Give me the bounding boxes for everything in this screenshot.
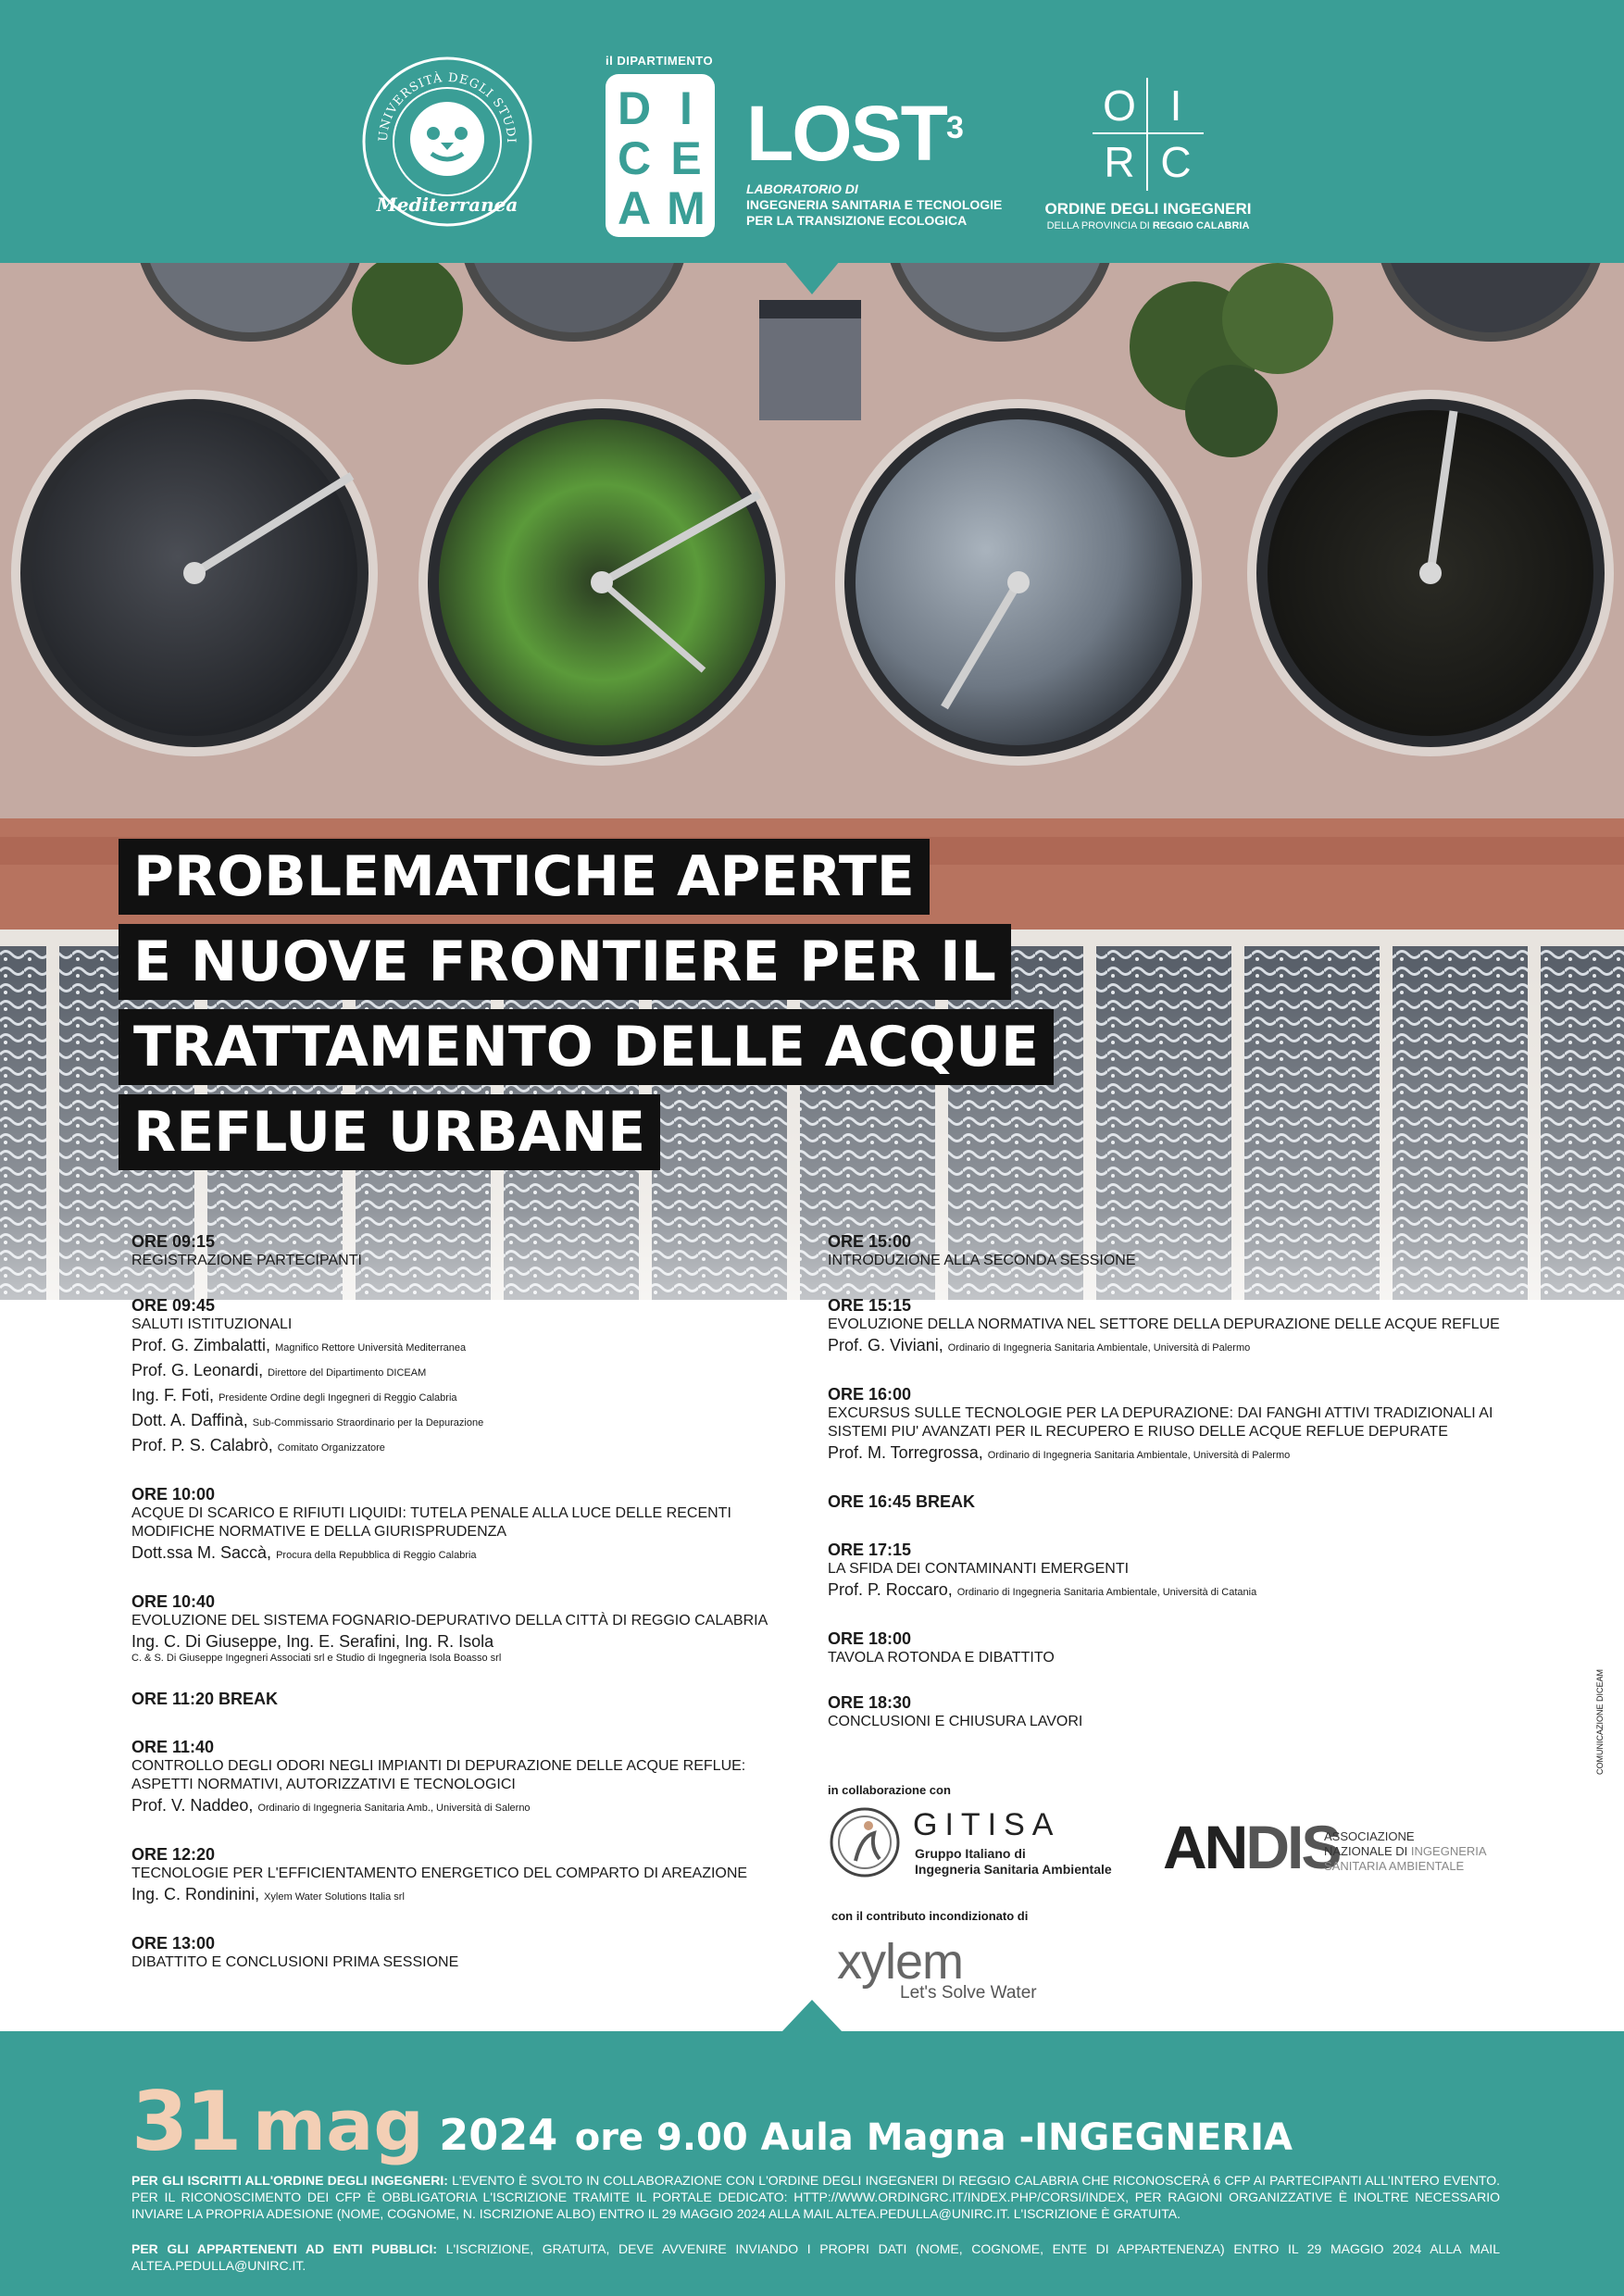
program-afternoon-session (828, 1231, 1513, 1756)
title-line: REFLUE URBANE (119, 1094, 660, 1170)
event-time-place-b: INGEGNERIA (1034, 2116, 1293, 2159)
diceam-letter: E (670, 132, 702, 184)
speaker-name: Ing. C. Rondinini, (131, 1885, 260, 1903)
slot-title: CONCLUSIONI E CHIUSURA LAVORI (828, 1714, 1083, 1729)
speaker-name: Prof. G. Leonardi, (131, 1361, 264, 1379)
lost3-line-2: INGEGNERIA SANITARIA E TECNOLOGIE (746, 197, 1003, 212)
oirc-sub-b: REGGIO CALABRIA (1152, 220, 1250, 231)
speaker-name: Dott. A. Daffinà, (131, 1411, 248, 1429)
lost3-superscript: 3 (946, 110, 962, 145)
speaker (828, 1334, 1513, 1359)
speaker-role: Procura della Repubblica di Reggio Calabria (276, 1550, 477, 1561)
andis-line-2b: INGEGNERIA (1410, 1844, 1487, 1858)
diceam-pre-label: il DIPARTIMENTO (606, 54, 714, 68)
vertical-credit (1593, 1666, 1605, 1778)
slot-time: ORE 15:15 (828, 1296, 912, 1315)
speaker-name: Ing. C. Di Giuseppe, Ing. E. Serafini, Ing. R. Isola (131, 1632, 494, 1651)
slot-title: REGISTRAZIONE PARTECIPANTI (131, 1253, 362, 1268)
speaker (828, 1441, 1513, 1466)
program-slot (131, 1844, 780, 1908)
program-slot (131, 1737, 780, 1819)
gitisa-logo (828, 1805, 1124, 1879)
speaker-role: Comitato Organizzatore (277, 1442, 385, 1454)
speaker-role: Xylem Water Solutions Italia srl (264, 1891, 405, 1903)
program-slot (131, 1591, 780, 1664)
lost3-logo (746, 90, 1024, 233)
andis-line-1: ASSOCIAZIONE (1324, 1829, 1415, 1843)
program-slot (131, 1295, 780, 1459)
footer-notch (781, 2000, 843, 2032)
speaker-name: Prof. M. Torregrossa, (828, 1443, 983, 1462)
xylem-logo (837, 1935, 1078, 2009)
title-line: TRATTAMENTO DELLE ACQUE (119, 1009, 1054, 1085)
university-seal-icon (359, 54, 535, 230)
slot-time: ORE 09:15 (131, 1232, 216, 1251)
note-text: L'EVENTO È SVOLTO IN COLLABORAZIONE CON L'ORDINE DEGLI INGEGNERI DI REGGIO CALABRIA CHE RICONOSCERÀ 6 CFP AI PARTECIPANTI ALL'INTERO EVENTO. PER IL RICONOSCIMENTO DEI CFP È OBBLIGATORIA L'ISCRIZIONE TRAMITE IL PORTALE DEDICATO: HTTP://WWW.ORDINGRC.IT/INDEX.PHP/CORSI/INDEX, PER RAGIONI ORGANIZZATIVE È INOLTRE NECESSARIO INVIARE LA PROPRIA ADESIONE (NOME, COGNOME, N. ISCRIZIONE ALBO) ENTRO IL 29 MAGGIO 2024 ALLA MAIL ALTEA.PEDULLA@UNIRC.IT. L'ISCRIZIONE È GRATUITA. (131, 2173, 1501, 2221)
gitisa-emblem-icon (828, 1805, 902, 1879)
program-slot (828, 1692, 1513, 1731)
note-label: PER GLI APPARTENENTI AD ENTI PUBBLICI: (131, 2241, 438, 2256)
program-slot (131, 1231, 780, 1270)
break-label: ORE 16:45 BREAK (828, 1492, 976, 1511)
speaker-role: Magnifico Rettore Università Mediterranea (275, 1342, 467, 1354)
slot-time: ORE 10:40 (131, 1592, 216, 1611)
lost3-word: LOST (746, 90, 946, 177)
xylem-tagline: Let's Solve Water (900, 1983, 1037, 2003)
slot-title: SALUTI ISTITUZIONALI (131, 1316, 293, 1332)
speaker-name: Ing. F. Foti, (131, 1386, 215, 1404)
andis-wordmark-a: AN (1163, 1813, 1246, 1881)
speaker-role: Sub-Commissario Straordinario per la Depurazione (252, 1417, 484, 1429)
diceam-letter: D (617, 82, 652, 134)
program-slot (131, 1933, 780, 1972)
speaker-name: Dott.ssa M. Saccà, (131, 1543, 272, 1562)
event-title (119, 839, 1054, 1179)
speaker-role: Ordinario di Ingegneria Sanitaria Ambientale, Università di Catania (956, 1587, 1257, 1598)
break-label: ORE 11:20 BREAK (131, 1690, 279, 1708)
credit-text: COMUNICAZIONE DICEAM (1595, 1668, 1605, 1775)
speaker (131, 1409, 780, 1434)
header-notch (784, 261, 840, 294)
note-label: PER GLI ISCRITTI ALL'ORDINE DEGLI INGEGNERI: (131, 2173, 448, 2188)
speaker-role: Presidente Ordine degli Ingegneri di Reggio Calabria (219, 1392, 457, 1404)
slot-title: CONTROLLO DEGLI ODORI NEGLI IMPIANTI DI DEPURAZIONE DELLE ACQUE REFLUE: ASPETTI NORMATIVI, AUTORIZZATIVI E TECNOLOGICI (131, 1758, 746, 1792)
program-morning-session (131, 1231, 780, 1997)
slot-title: DIBATTITO E CONCLUSIONI PRIMA SESSIONE (131, 1954, 459, 1970)
oirc-letter: R (1093, 134, 1148, 191)
slot-time: ORE 15:00 (828, 1232, 912, 1251)
program-slot (828, 1540, 1513, 1603)
slot-title: EXCURSUS SULLE TECNOLOGIE PER LA DEPURAZIONE: DAI FANGHI ATTIVI TRADIZIONALI AI SISTEMI PIU' AVANZATI PER IL RECUPERO E RIUSO DELLE ACQUE REFLUE DEPURATE (828, 1405, 1493, 1440)
speaker (131, 1541, 780, 1566)
university-ring-text: UNIVERSITÀ DEGLI STUDI (376, 70, 518, 144)
speaker-name: Prof. P. S. Calabrò, (131, 1436, 273, 1454)
slot-time: ORE 17:15 (828, 1541, 912, 1559)
contribution-label: con il contributo incondizionato di (831, 1909, 1029, 1923)
diceam-letter: C (617, 132, 652, 184)
slot-title: LA SFIDA DEI CONTAMINANTI EMERGENTI (828, 1561, 1130, 1577)
slot-time: ORE 18:30 (828, 1693, 912, 1712)
speaker-name: Prof. G. Zimbalatti, (131, 1336, 271, 1354)
speaker (131, 1359, 780, 1384)
speaker-role: Ordinario di Ingegneria Sanitaria Amb., Università di Salerno (257, 1803, 531, 1814)
event-day: 31 (131, 2074, 240, 2169)
andis-line-3: SANITARIA AMBIENTALE (1324, 1859, 1465, 1873)
collaboration-label: in collaborazione con (828, 1783, 951, 1797)
slot-time: ORE 11:40 (131, 1738, 215, 1756)
note-text: L'ISCRIZIONE, GRATUITA, DEVE AVVENIRE INVIANDO I PROPRI DATI (NOME, COGNOME, ENTE DI APPARTENENZA) ENTRO IL 29 MAGGIO 2024 ALLA MAIL ALTEA.PEDULLA@UNIRC.IT. (131, 2241, 1500, 2273)
slot-title: EVOLUZIONE DELLA NORMATIVA NEL SETTORE DELLA DEPURAZIONE DELLE ACQUE REFLUE (828, 1316, 1500, 1332)
andis-line-2a: NAZIONALE DI (1324, 1844, 1411, 1858)
slot-title: TECNOLOGIE PER L'EFFICIENTAMENTO ENERGETICO DEL COMPARTO DI AREAZIONE (131, 1866, 748, 1881)
andis-wordmark-b: DIS (1245, 1813, 1340, 1881)
slot-title: EVOLUZIONE DEL SISTEMA FOGNARIO-DEPURATIVO DELLA CITTÀ DI REGGIO CALABRIA (131, 1613, 768, 1628)
slot-time: ORE 12:20 (131, 1845, 216, 1864)
program-slot (828, 1231, 1513, 1270)
event-time-place-a: ore 9.00 Aula Magna - (574, 2116, 1035, 2159)
slot-time: ORE 10:00 (131, 1485, 216, 1504)
lost3-line-3: PER LA TRANSIZIONE ECOLOGICA (746, 213, 968, 228)
oirc-sub-a: DELLA PROVINCIA DI (1046, 220, 1153, 231)
slot-time: ORE 13:00 (131, 1934, 216, 1953)
speaker-role: C. & S. Di Giuseppe Ingegneri Associati srl e Studio di Ingegneria Isola Boasso srl (131, 1653, 502, 1664)
oirc-letter: C (1160, 138, 1192, 186)
speaker (131, 1630, 780, 1664)
slot-time: ORE 16:00 (828, 1385, 912, 1404)
registration-note-engineers (131, 2172, 1500, 2222)
event-date-line (131, 2074, 1293, 2169)
oirc-title: ORDINE DEGLI INGEGNERI (1044, 200, 1252, 218)
registration-note-public-bodies (131, 2240, 1500, 2274)
gitisa-wordmark: GITISA (913, 1807, 1061, 1842)
speaker (131, 1334, 780, 1359)
slot-time: ORE 18:00 (828, 1629, 912, 1648)
slot-title: INTRODUZIONE ALLA SECONDA SESSIONE (828, 1253, 1136, 1268)
diceam-logo (606, 54, 717, 239)
program-slot (131, 1484, 780, 1566)
header-band (0, 0, 1624, 263)
speaker (131, 1794, 780, 1819)
oirc-letter: I (1148, 78, 1204, 134)
lost3-line-1: LABORATORIO DI (746, 181, 858, 196)
program-slot (828, 1295, 1513, 1359)
slot-time: ORE 09:45 (131, 1296, 216, 1315)
speaker-name: Prof. G. Viviani, (828, 1336, 943, 1354)
program-slot (828, 1628, 1513, 1667)
speaker (131, 1883, 780, 1908)
title-line: PROBLEMATICHE APERTE (119, 839, 930, 915)
oirc-letter: O (1093, 78, 1148, 134)
speaker-role: Ordinario di Ingegneria Sanitaria Ambientale, Università di Palermo (987, 1450, 1291, 1461)
slot-title: TAVOLA ROTONDA E DIBATTITO (828, 1650, 1055, 1666)
speaker-role: Direttore del Dipartimento DICEAM (268, 1367, 427, 1379)
event-month: mag (252, 2084, 424, 2166)
slot-title: ACQUE DI SCARICO E RIFIUTI LIQUIDI: TUTELA PENALE ALLA LUCE DELLE RECENTI MODIFICHE NORMATIVE E DELLA GIURISPRUDENZA (131, 1505, 731, 1540)
gitisa-line-1: Gruppo Italiano di (915, 1846, 1026, 1861)
xylem-wordmark: xylem (837, 1934, 964, 1990)
diceam-letter: M (667, 182, 706, 234)
speaker (131, 1434, 780, 1459)
oirc-mark (1093, 78, 1204, 191)
speaker-role: Ordinario di Ingegneria Sanitaria Ambientale, Università di Palermo (947, 1342, 1251, 1354)
event-year: 2024 (439, 2110, 558, 2160)
oirc-logo (1037, 78, 1259, 244)
program-slot (828, 1384, 1513, 1466)
diceam-mark (606, 74, 715, 237)
andis-logo (1163, 1815, 1515, 1879)
speaker-name: Prof. P. Roccaro, (828, 1580, 953, 1599)
university-name: Mediterranea (376, 193, 518, 216)
title-line: E NUOVE FRONTIERE PER IL (119, 924, 1011, 1000)
diceam-letter: A (617, 182, 652, 234)
gitisa-line-2: Ingegneria Sanitaria Ambientale (915, 1862, 1112, 1877)
diceam-letter: I (680, 82, 693, 134)
speaker (131, 1384, 780, 1409)
speaker (828, 1578, 1513, 1603)
event-time-place (575, 2116, 1293, 2159)
speaker-name: Prof. V. Naddeo, (131, 1796, 254, 1815)
university-logo (359, 54, 535, 230)
